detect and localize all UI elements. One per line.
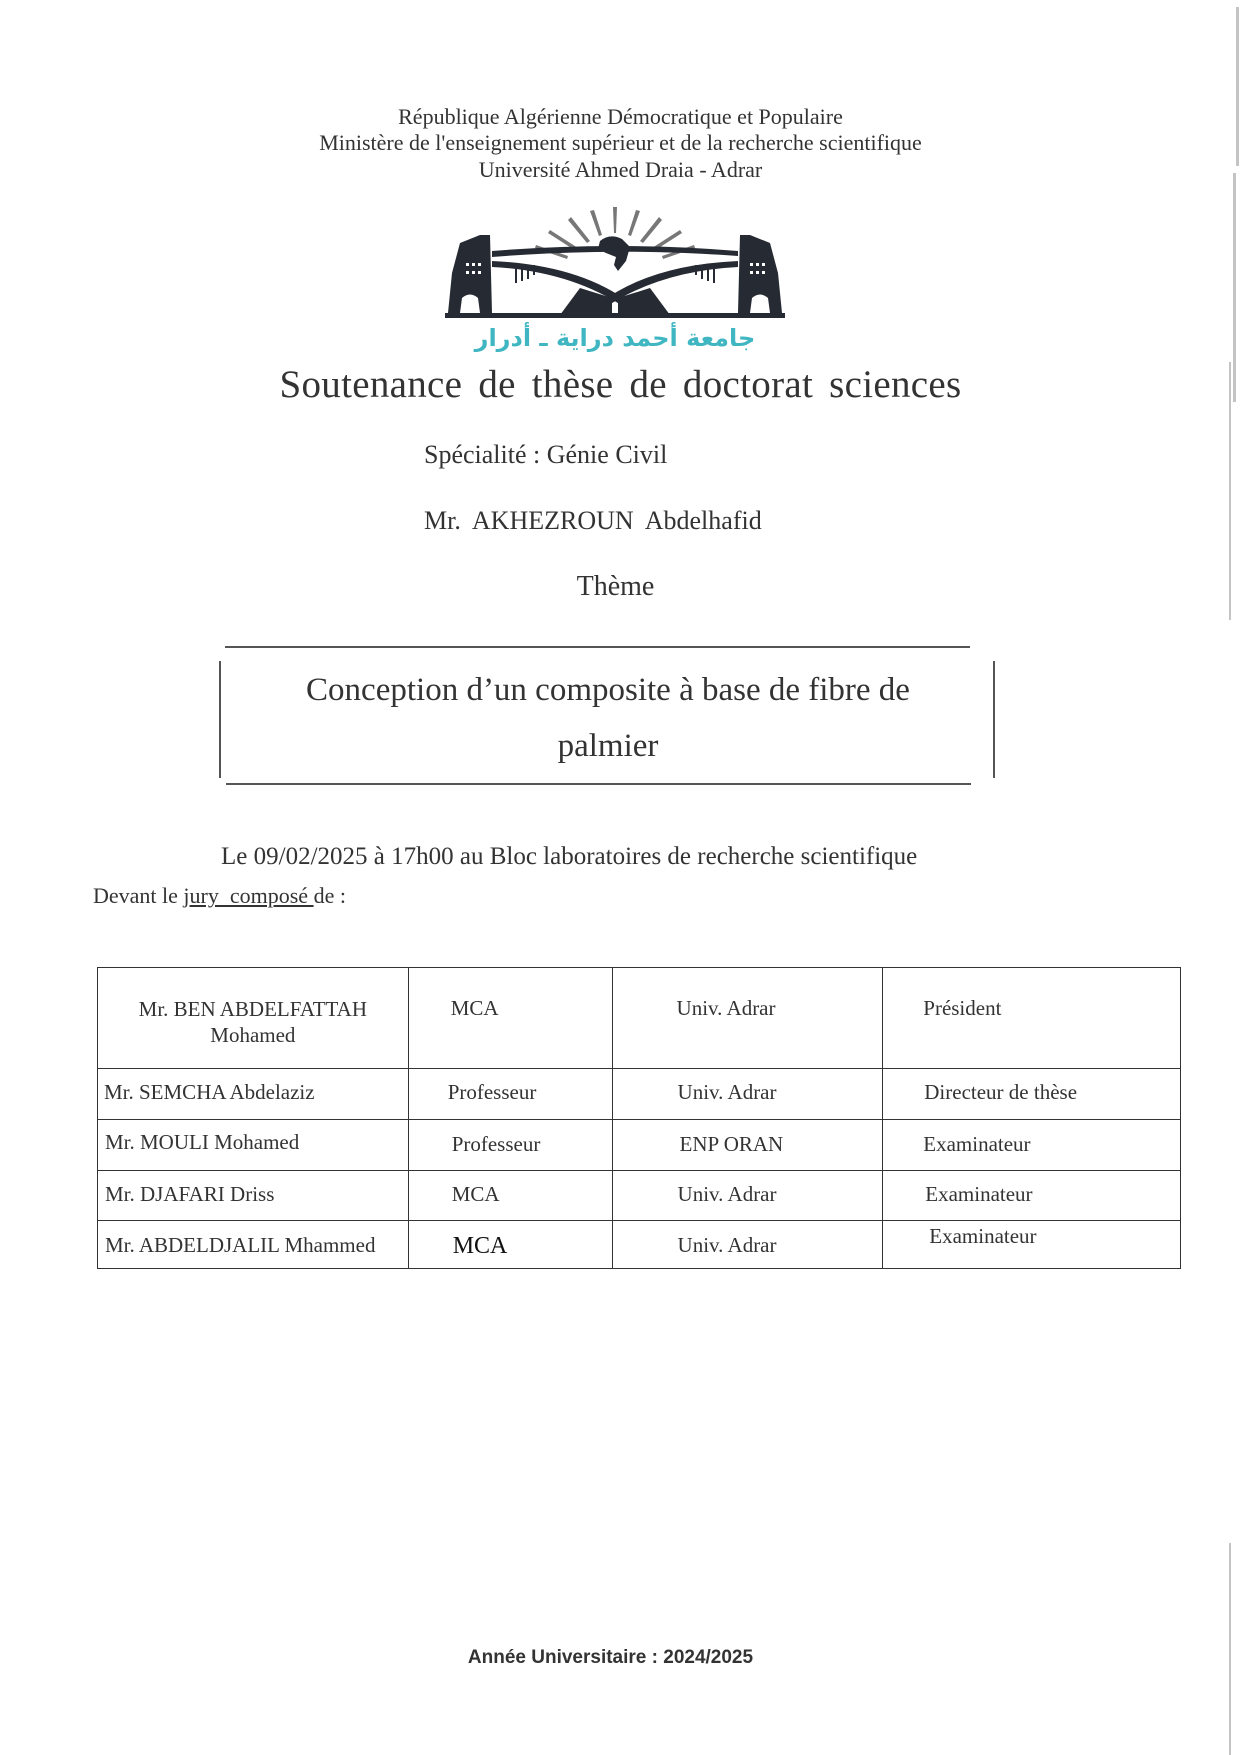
jury-role: Examinateur bbox=[883, 1171, 1181, 1221]
jury-intro-before: Devant le bbox=[93, 883, 184, 908]
jury-name: Mr. ABDELDJALIL Mhammed bbox=[98, 1221, 409, 1269]
university-emblem-icon bbox=[440, 203, 790, 353]
page-edge-mark bbox=[1233, 173, 1236, 402]
jury-grade: Professeur bbox=[408, 1120, 612, 1171]
jury-role: Examinateur bbox=[883, 1221, 1181, 1269]
theme-left-border bbox=[219, 661, 221, 778]
header-ministry: Ministère de l'enseignement supérieur et de la recherche scientifique bbox=[319, 130, 922, 155]
header-university: Université Ahmed Draia - Adrar bbox=[478, 157, 763, 182]
university-logo bbox=[440, 203, 790, 353]
theme-title bbox=[224, 662, 992, 774]
jury-name: Mr. MOULI Mohamed bbox=[98, 1120, 409, 1171]
jury-grade: MCA bbox=[408, 1171, 612, 1221]
page-title: Soutenance de thèse de doctorat sciences bbox=[279, 363, 962, 406]
jury-role: Examinateur bbox=[883, 1120, 1181, 1171]
jury-grade: MCA bbox=[408, 1221, 612, 1269]
africa-map-icon bbox=[598, 236, 630, 271]
table-row bbox=[98, 1171, 1181, 1221]
jury-name: Mr. BEN ABDELFATTAH bbox=[138, 997, 368, 1021]
jury-name: Mr. SEMCHA Abdelaziz bbox=[98, 1069, 409, 1120]
jury-role: Président bbox=[883, 968, 1181, 1069]
jury-name: Mr. DJAFARI Driss bbox=[98, 1171, 409, 1221]
table-row bbox=[98, 968, 1181, 1069]
jury-table bbox=[97, 967, 1181, 1269]
page-edge-mark bbox=[1229, 1543, 1231, 1755]
page-edge-mark bbox=[1229, 362, 1231, 620]
table-row bbox=[98, 1221, 1181, 1269]
logo-arabic-text: جامعة أحمد دراية ـ أدرار bbox=[474, 324, 756, 352]
table-row bbox=[98, 1120, 1181, 1171]
jury-role: Directeur de thèse bbox=[883, 1069, 1181, 1120]
page-edge-mark bbox=[1236, 7, 1239, 166]
defense-date-location: Le 09/02/2025 à 17h00 au Bloc laboratoires de recherche scientifique bbox=[221, 843, 918, 870]
jury-institution: Univ. Adrar bbox=[612, 1171, 883, 1221]
candidate-name: Mr. AKHEZROUN Abdelhafid bbox=[424, 506, 762, 535]
theme-label: Thème bbox=[576, 571, 655, 602]
theme-right-border bbox=[993, 661, 995, 778]
jury-intro bbox=[93, 883, 346, 909]
jury-intro-after: de : bbox=[313, 883, 346, 908]
jury-grade: MCA bbox=[408, 968, 612, 1069]
academic-year: Année Universitaire : 2024/2025 bbox=[467, 1647, 754, 1668]
header-republic: République Algérienne Démocratique et Populaire bbox=[398, 104, 843, 129]
jury-intro-underlined: jury composé bbox=[183, 883, 314, 908]
jury-institution: Univ. Adrar bbox=[612, 968, 883, 1069]
jury-name-cell bbox=[98, 968, 409, 1069]
theme-bottom-rule bbox=[226, 783, 971, 785]
specialite: Spécialité : Génie Civil bbox=[424, 440, 668, 469]
table-row bbox=[98, 1069, 1181, 1120]
jury-institution: ENP ORAN bbox=[612, 1120, 883, 1171]
jury-name-cont: Mohamed bbox=[210, 1023, 296, 1047]
jury-grade: Professeur bbox=[408, 1069, 612, 1120]
theme-title-line1: Conception d’un composite à base de fibre de bbox=[306, 672, 910, 708]
jury-institution: Univ. Adrar bbox=[612, 1221, 883, 1269]
theme-top-rule bbox=[225, 646, 970, 648]
jury-institution: Univ. Adrar bbox=[612, 1069, 883, 1120]
theme-title-line2: palmier bbox=[557, 728, 659, 764]
